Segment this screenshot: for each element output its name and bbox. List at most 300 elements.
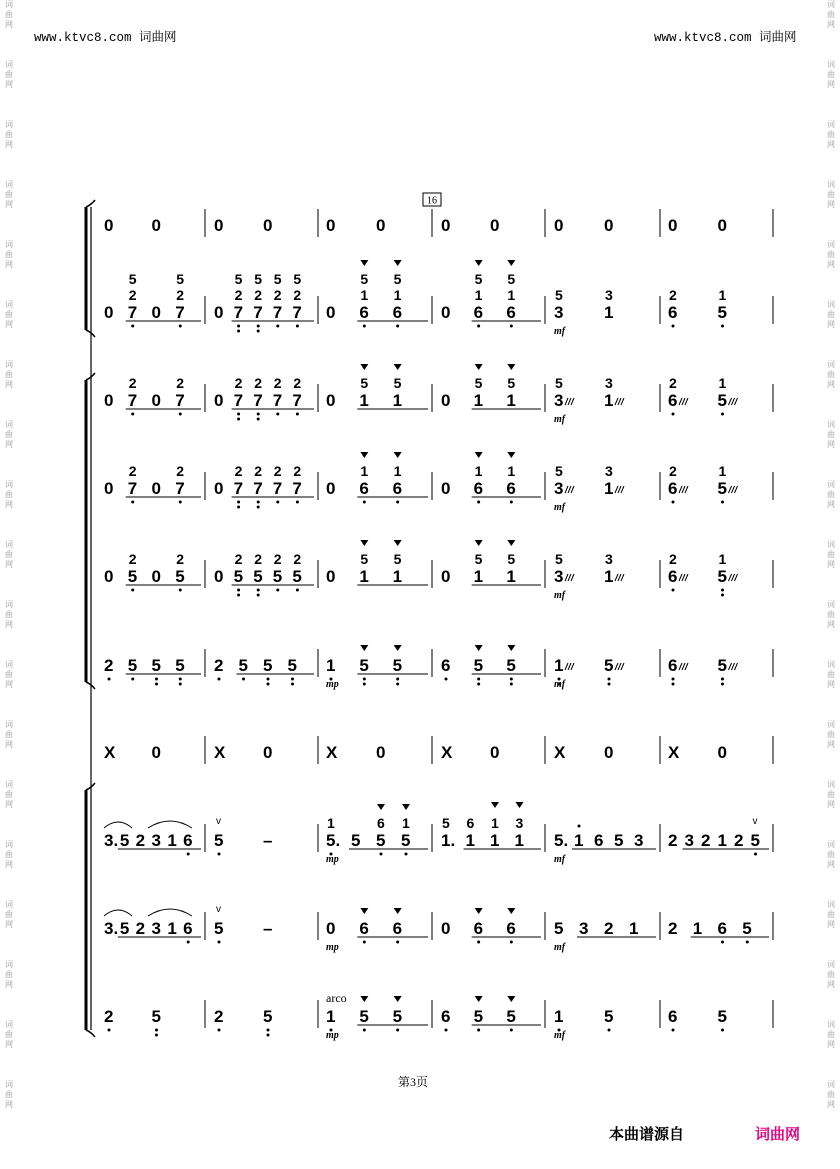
chord-note: 1: [327, 815, 335, 831]
note: 5: [554, 919, 564, 938]
note: 2: [104, 656, 114, 675]
chord-note: 2: [293, 551, 302, 567]
note: 1: [554, 656, 564, 675]
chord-note: 5: [176, 271, 185, 287]
note: 3.: [104, 919, 119, 938]
chord-note: 2: [254, 287, 262, 303]
note: 3: [554, 479, 564, 498]
chord-note: 5: [442, 815, 450, 831]
note: 7: [127, 479, 138, 498]
chord-note: 1: [718, 463, 727, 479]
accent-mark: [394, 540, 402, 546]
note: 5: [238, 656, 248, 675]
dynamic-marking: mf: [554, 326, 566, 337]
chord-note: 5: [507, 375, 516, 391]
watermark-char: 网: [5, 1040, 13, 1049]
watermark-char: 词: [5, 0, 13, 9]
low-octave-dot: [396, 683, 399, 686]
watermark-char: 曲: [827, 10, 835, 19]
watermark-char: 曲: [827, 190, 835, 199]
watermark-char: 词: [827, 240, 835, 249]
accent-mark: [516, 802, 524, 808]
watermark-char: 词: [5, 540, 13, 549]
low-octave-dot: [237, 330, 240, 333]
chord-note: 5: [128, 271, 137, 287]
note: 7: [127, 303, 138, 322]
watermark-char: 网: [827, 740, 835, 749]
watermark-char: 曲: [5, 130, 13, 139]
tremolo-mark: [679, 398, 682, 405]
tremolo-mark: [682, 663, 685, 670]
note: 3.: [104, 831, 119, 850]
watermark-char: 曲: [827, 910, 835, 919]
dynamic-marking: mf: [554, 1030, 566, 1041]
breath-mark: v: [752, 816, 758, 827]
watermark-char: 曲: [827, 70, 835, 79]
tremolo-mark: [615, 574, 618, 581]
watermark-char: 曲: [827, 670, 835, 679]
watermark-char: 网: [827, 1040, 835, 1049]
note: 6: [668, 479, 678, 498]
chord-note: 1: [718, 551, 727, 567]
low-octave-dot: [510, 501, 513, 504]
staff-row: [104, 802, 773, 865]
chord-note: 5: [555, 551, 563, 567]
chord-note: 1: [360, 463, 369, 479]
chord-note: 5: [555, 463, 563, 479]
note: 2: [214, 656, 224, 675]
note: 0: [441, 567, 451, 586]
note: 5: [151, 1007, 161, 1026]
tremolo-mark: [615, 663, 618, 670]
source-label: 本曲谱源自: [609, 1125, 685, 1143]
watermark-char: 网: [827, 860, 835, 869]
note: 0: [214, 391, 224, 410]
accent-mark: [491, 802, 499, 808]
note: 3: [554, 391, 564, 410]
chord-note: 2: [254, 463, 262, 479]
low-octave-dot: [746, 941, 749, 944]
dynamic-marking: mp: [326, 1030, 339, 1041]
watermark-char: 词: [5, 360, 13, 369]
watermark-char: 曲: [827, 1030, 835, 1039]
watermark-char: 词: [827, 60, 835, 69]
tremolo-mark: [732, 663, 735, 670]
note: 0: [326, 216, 336, 235]
low-octave-dot: [477, 325, 480, 328]
low-octave-dot: [721, 594, 724, 597]
note: 0: [490, 216, 500, 235]
watermark-char: 曲: [5, 10, 13, 19]
watermark-char: 曲: [5, 70, 13, 79]
chord-note: 2: [669, 463, 677, 479]
watermark-char: 词: [827, 720, 835, 729]
accent-mark: [360, 996, 368, 1002]
staff-row: [104, 540, 773, 601]
watermark-char: 网: [827, 20, 835, 29]
watermark-char: 网: [827, 1100, 835, 1109]
low-octave-dot: [608, 1029, 611, 1032]
chord-note: 3: [605, 551, 613, 567]
accent-mark: [475, 540, 483, 546]
accent-mark: [394, 364, 402, 370]
low-octave-dot: [131, 589, 134, 592]
note: 5: [604, 1007, 614, 1026]
low-octave-dot: [721, 683, 724, 686]
watermark-char: 词: [5, 780, 13, 789]
low-octave-dot: [257, 501, 260, 504]
note: 5: [263, 656, 273, 675]
note: 5: [119, 831, 130, 850]
accent-mark: [377, 804, 385, 810]
watermark-char: 词: [827, 660, 835, 669]
note: 1: [604, 391, 614, 410]
chord-note: 5: [474, 271, 483, 287]
watermark-char: 网: [827, 500, 835, 509]
note: 0: [717, 743, 727, 762]
watermark-char: 词: [5, 840, 13, 849]
chord-note: 2: [234, 287, 243, 303]
watermark-char: 词: [5, 300, 13, 309]
note: 0: [376, 216, 386, 235]
note: 5: [750, 831, 760, 850]
watermark-char: 曲: [5, 370, 13, 379]
watermark-char: 曲: [5, 190, 13, 199]
low-octave-dot: [510, 325, 513, 328]
note: 5: [233, 567, 244, 586]
tremolo-mark: [615, 398, 618, 405]
watermark-char: 词: [5, 660, 13, 669]
watermark-char: 曲: [5, 910, 13, 919]
note: 2: [214, 1007, 224, 1026]
low-octave-dot: [179, 589, 182, 592]
accent-mark: [394, 908, 402, 914]
chord-note: 5: [393, 375, 402, 391]
note: 0: [263, 743, 273, 762]
watermark-char: 词: [827, 900, 835, 909]
watermark-char: 网: [827, 200, 835, 209]
note: 5: [287, 656, 297, 675]
watermark-char: 网: [5, 440, 13, 449]
note: 5: [151, 656, 161, 675]
low-octave-dot: [155, 678, 158, 681]
watermark-char: 网: [5, 500, 13, 509]
watermark-char: 曲: [5, 250, 13, 259]
note: 1: [392, 391, 403, 410]
note: 0: [214, 479, 224, 498]
tremolo-mark: [615, 486, 618, 493]
low-octave-dot: [155, 1029, 158, 1032]
chord-note: 3: [605, 463, 613, 479]
note: 1: [392, 567, 403, 586]
staff-row: [104, 645, 773, 690]
note: 5: [359, 1007, 369, 1026]
note: 1: [506, 391, 516, 410]
note: 6: [668, 567, 678, 586]
note: 7: [253, 479, 263, 498]
chord-note: 2: [128, 463, 137, 479]
low-octave-dot: [363, 941, 366, 944]
accent-mark: [360, 364, 368, 370]
tremolo-mark: [571, 486, 574, 493]
dynamic-marking: mf: [554, 502, 566, 513]
watermark-char: 网: [827, 680, 835, 689]
chord-note: 2: [273, 463, 282, 479]
low-octave-dot: [477, 1029, 480, 1032]
note: 0: [151, 216, 161, 235]
watermark-char: 词: [5, 600, 13, 609]
tremolo-mark: [679, 663, 682, 670]
chord-note: 5: [234, 271, 243, 287]
accent-mark: [475, 452, 483, 458]
note: 6: [392, 303, 403, 322]
note: –: [263, 919, 273, 938]
slur: [148, 909, 192, 916]
chord-note: 2: [234, 463, 243, 479]
accent-mark: [360, 452, 368, 458]
watermark-char: 网: [827, 620, 835, 629]
tremolo-mark: [571, 663, 574, 670]
header-right-label: 词曲网: [759, 31, 797, 45]
dynamic-marking: mf: [554, 414, 566, 425]
note: 7: [127, 391, 138, 410]
watermark-char: 词: [5, 720, 13, 729]
low-octave-dot: [721, 325, 724, 328]
note: 0: [326, 479, 336, 498]
note: 0: [214, 303, 224, 322]
low-octave-dot: [179, 678, 182, 681]
dynamic-marking: mf: [554, 942, 566, 953]
tremolo-mark: [618, 663, 621, 670]
tremolo-mark: [685, 574, 688, 581]
watermark-char: 网: [827, 80, 835, 89]
low-octave-dot: [510, 683, 513, 686]
watermark-char: 曲: [827, 1090, 835, 1099]
note: 6: [594, 831, 604, 850]
low-octave-dot: [510, 941, 513, 944]
watermark-char: 网: [827, 560, 835, 569]
accent-mark: [402, 804, 410, 810]
low-octave-dot: [396, 501, 399, 504]
tremolo-mark: [729, 486, 732, 493]
note: 1: [604, 567, 614, 586]
low-octave-dot: [396, 941, 399, 944]
note: 1: [473, 567, 484, 586]
note: 5: [175, 567, 185, 586]
watermark-char: 词: [5, 240, 13, 249]
note: 7: [175, 391, 185, 410]
note: 1: [506, 567, 516, 586]
header-right-site[interactable]: www.ktvc8.com: [654, 31, 752, 45]
watermark-char: 词: [5, 60, 13, 69]
chord-note: 2: [234, 375, 243, 391]
watermark-char: 词: [827, 120, 835, 129]
watermark-char: 词: [827, 840, 835, 849]
low-octave-dot: [257, 506, 260, 509]
note: 6: [717, 919, 727, 938]
tremolo-mark: [571, 574, 574, 581]
watermark-char: 词: [827, 420, 835, 429]
low-octave-dot: [155, 1034, 158, 1037]
note: 0: [326, 919, 336, 938]
note: 5: [392, 656, 403, 675]
watermark-char: 网: [5, 260, 13, 269]
note: 1: [692, 919, 703, 938]
low-octave-dot: [363, 501, 366, 504]
accent-mark: [394, 996, 402, 1002]
note: 0: [441, 216, 451, 235]
watermark-char: 网: [5, 620, 13, 629]
note: 1: [167, 831, 177, 850]
note: 5: [717, 391, 727, 410]
staff-row: [104, 736, 773, 764]
chord-note: 1: [474, 287, 483, 303]
tremolo-mark: [685, 663, 688, 670]
note: 1: [473, 391, 484, 410]
tremolo-mark: [679, 574, 682, 581]
tremolo-mark: [732, 574, 735, 581]
watermark-char: 词: [827, 0, 835, 9]
chord-note: 1: [507, 287, 516, 303]
tremolo-mark: [618, 398, 621, 405]
tremolo-mark: [685, 398, 688, 405]
staff-row: [104, 364, 773, 425]
low-octave-dot: [672, 589, 675, 592]
low-octave-dot: [237, 325, 240, 328]
staff-row: [104, 904, 773, 953]
low-octave-dot: [276, 325, 279, 328]
note: 0: [326, 567, 336, 586]
note: 0: [104, 391, 114, 410]
tremolo-mark: [729, 663, 732, 670]
note: 2: [135, 831, 146, 850]
low-octave-dot: [380, 853, 383, 856]
watermark-char: 词: [827, 480, 835, 489]
tremolo-mark: [682, 398, 685, 405]
note: 1: [326, 1007, 336, 1026]
accent-mark: [507, 908, 515, 914]
note: 5: [717, 656, 727, 675]
low-octave-dot: [108, 678, 111, 681]
accent-mark: [507, 364, 515, 370]
tremolo-mark: [735, 486, 738, 493]
note: 0: [151, 303, 161, 322]
chord-note: 5: [474, 551, 483, 567]
dynamic-marking: mf: [554, 590, 566, 601]
watermark-char: 网: [827, 980, 835, 989]
note: 1: [326, 656, 336, 675]
chord-note: 5: [474, 375, 483, 391]
tremolo-mark: [618, 486, 621, 493]
note: 6: [183, 919, 193, 938]
watermark-char: 曲: [5, 610, 13, 619]
chord-note: 2: [176, 551, 185, 567]
low-octave-dot: [131, 678, 134, 681]
watermark-char: 曲: [827, 310, 835, 319]
note: X: [668, 743, 680, 762]
chord-note: 2: [176, 287, 185, 303]
staff-row: [104, 452, 773, 513]
chord-note: 5: [254, 271, 262, 287]
note: 0: [326, 391, 336, 410]
note: 5: [214, 919, 224, 938]
note: 6: [506, 479, 516, 498]
low-octave-dot: [754, 853, 757, 856]
chord-note: 5: [393, 551, 402, 567]
note: 5.: [326, 831, 341, 850]
note: 0: [441, 919, 451, 938]
note: 5: [392, 1007, 403, 1026]
note: 1: [717, 831, 727, 850]
low-octave-dot: [131, 413, 134, 416]
note: 0: [490, 743, 500, 762]
note: 5: [473, 656, 484, 675]
low-octave-dot: [672, 683, 675, 686]
chord-note: 5: [507, 271, 516, 287]
chord-note: 1: [393, 463, 402, 479]
chord-note: 2: [254, 375, 262, 391]
breath-mark: v: [216, 816, 221, 827]
tremolo-mark: [565, 398, 568, 405]
note: 5: [292, 567, 302, 586]
chord-note: 5: [507, 551, 516, 567]
low-octave-dot: [187, 941, 190, 944]
note: –: [263, 831, 273, 850]
note: 3: [151, 919, 161, 938]
dynamic-marking: mf: [554, 854, 566, 865]
watermark-char: 词: [827, 180, 835, 189]
accent-mark: [360, 540, 368, 546]
note: 6: [183, 831, 193, 850]
note: 5: [717, 567, 727, 586]
low-octave-dot: [155, 683, 158, 686]
watermark-char: 词: [827, 780, 835, 789]
note: 1: [574, 831, 584, 850]
low-octave-dot: [296, 413, 299, 416]
low-octave-dot: [721, 413, 724, 416]
watermark-char: 网: [5, 920, 13, 929]
watermark-char: 网: [827, 440, 835, 449]
dynamic-marking: mp: [326, 942, 339, 953]
chord-note: 2: [176, 375, 185, 391]
note: 3: [684, 831, 694, 850]
note: 6: [473, 479, 484, 498]
header-left-site[interactable]: www.ktvc8.com: [34, 31, 132, 45]
note: 0: [151, 743, 161, 762]
note: X: [104, 743, 116, 762]
source-site-link[interactable]: 词曲网: [755, 1125, 801, 1143]
low-octave-dot: [296, 325, 299, 328]
accent-mark: [360, 908, 368, 914]
chord-note: 1: [474, 463, 483, 479]
note: 6: [473, 919, 484, 938]
note: 6: [668, 1007, 678, 1026]
arco-marking: arco: [326, 991, 347, 1005]
rehearsal-mark: [423, 193, 441, 207]
tremolo-mark: [729, 574, 732, 581]
watermark-char: 网: [5, 980, 13, 989]
watermark-char: 词: [5, 900, 13, 909]
watermark-char: 曲: [5, 790, 13, 799]
tremolo-mark: [682, 574, 685, 581]
watermark-char: 词: [827, 300, 835, 309]
watermark-char: 网: [827, 920, 835, 929]
accent-mark: [475, 260, 483, 266]
low-octave-dot: [477, 683, 480, 686]
note: X: [441, 743, 453, 762]
accent-mark: [475, 996, 483, 1002]
note: 7: [292, 479, 302, 498]
